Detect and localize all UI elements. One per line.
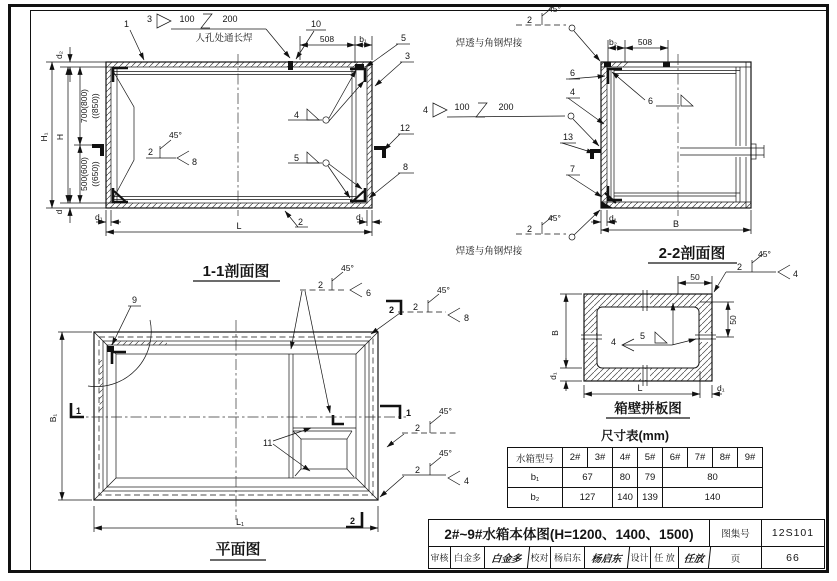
table-cell: 140 xyxy=(663,488,763,508)
page-number: 66 xyxy=(786,551,800,564)
s22-title: 2-2剖面图 xyxy=(658,245,726,262)
panel-title: 箱壁拼板图 xyxy=(614,401,682,416)
s22-weld-note-top: 焊透与角钢焊接 xyxy=(455,38,523,49)
s22-weld-45t: 45° xyxy=(548,4,561,14)
plan-label-9: 9 xyxy=(132,295,138,305)
atlas-no-label: 图集号 xyxy=(710,520,762,546)
plan-weld6-45: 45° xyxy=(341,263,354,273)
s22-dim-b2: b₂ xyxy=(608,37,618,47)
reviewer-signature: 白金多 xyxy=(484,547,530,568)
row-label: b₂ xyxy=(508,488,563,508)
s11-title: 1-1剖面图 xyxy=(202,263,270,280)
table-cell: 80 xyxy=(663,468,763,488)
s11-dim-d2: d₂ xyxy=(54,50,64,60)
s22-dim-d1: d₁ xyxy=(609,213,617,223)
s11-weld-100: 100 xyxy=(179,14,195,24)
s22-weld-2t: 2 xyxy=(527,15,533,25)
s11-weld-200: 200 xyxy=(222,14,238,24)
page-label: 页 xyxy=(710,547,762,568)
plan-dim-B1: B₁ xyxy=(48,413,58,423)
s22-dim-508: 508 xyxy=(637,37,653,47)
checker-signature: 杨启东 xyxy=(584,547,630,568)
size-table xyxy=(505,426,765,508)
s11-weld-4: 4 xyxy=(294,110,300,120)
plan-dim-L1: L₁ xyxy=(235,517,245,527)
panel-dim-d1-right: d₁ xyxy=(717,383,725,393)
s11-weld-8i: 8 xyxy=(192,157,198,167)
table-cell: 140 xyxy=(613,488,638,508)
title-block xyxy=(428,519,825,569)
s22-label-4: 4 xyxy=(570,87,576,97)
size-table-header-cell: 6# xyxy=(663,448,688,468)
size-table-header-cell: 3# xyxy=(588,448,613,468)
panel-dim-50-right: 50 xyxy=(728,315,738,325)
panel-weld-4: 4 xyxy=(611,337,617,347)
atlas-no-value: 12S101 xyxy=(771,527,815,539)
table-cell: 79 xyxy=(638,468,663,488)
s11-label-10: 10 xyxy=(311,19,322,29)
panel-weld-5: 5 xyxy=(640,331,646,341)
size-table-header-cell: 4# xyxy=(613,448,638,468)
designer-name: 任 放 xyxy=(651,547,679,568)
s11-dim-d1-left: d₁ xyxy=(95,212,103,222)
s11-label-5: 5 xyxy=(401,33,407,43)
size-table-title: 尺寸表(mm) xyxy=(600,429,670,443)
plan-view xyxy=(48,263,469,560)
s11-label-8: 8 xyxy=(403,162,409,172)
designer-label: 设计 xyxy=(629,547,651,568)
s22-label-13: 13 xyxy=(563,132,574,142)
drawing-title: 2#~9#水箱本体图(H=1200、1400、1500) xyxy=(429,520,710,546)
plan-weld8-8: 8 xyxy=(464,313,470,323)
s11-dim-850: ((850)) xyxy=(90,93,100,119)
size-table-row-b1 xyxy=(508,468,763,488)
plan-label-11: 11 xyxy=(263,438,273,448)
s11-weld-45: 45° xyxy=(169,130,182,140)
section-1-1-view xyxy=(39,14,414,281)
s11-dim-700: 700(800) xyxy=(79,88,89,124)
plan-weld4-2: 2 xyxy=(415,465,421,475)
size-table-col0-header: 水箱型号 xyxy=(508,448,563,468)
s22-label-7: 7 xyxy=(570,164,576,174)
s11-dim-d: d xyxy=(54,209,64,215)
size-table-header-cell: 7# xyxy=(688,448,713,468)
plan-weld8-45: 45° xyxy=(437,285,450,295)
s11-dim-H1: H₁ xyxy=(39,132,49,142)
designer-signature: 任放 xyxy=(678,547,711,568)
title-block-row1 xyxy=(429,520,824,547)
size-table-grid xyxy=(507,447,763,508)
section-2-2-view xyxy=(423,4,764,263)
table-cell: 67 xyxy=(563,468,613,488)
plan-weld6-2: 2 xyxy=(318,280,324,290)
panel-dim-L: L xyxy=(637,383,643,393)
plan-weld4-45: 45° xyxy=(439,448,452,458)
s22-weld-2b: 2 xyxy=(527,224,533,234)
panel-dim-d1-left: d₁ xyxy=(548,372,558,380)
s11-manhole-note: 人孔处通长焊 xyxy=(195,33,253,44)
plan-marker-2-bottom: 2 xyxy=(350,516,356,526)
s22-weld-100: 100 xyxy=(454,102,470,112)
s11-label-2b: 2 xyxy=(298,217,304,227)
s11-weld-2: 2 xyxy=(148,147,154,157)
s11-dim-d1-right: d₁ xyxy=(356,212,364,222)
s11-label-1: 1 xyxy=(124,19,130,29)
plan-weld6-6: 6 xyxy=(366,288,372,298)
s11-dim-b1: b₁ xyxy=(359,34,367,44)
s11-dim-L: L xyxy=(236,221,242,231)
s11-weld-num: 3 xyxy=(147,14,153,24)
plan-marker-1-right: 1 xyxy=(406,408,412,418)
size-table-row-b2 xyxy=(508,488,763,508)
panel-weld-num4: 4 xyxy=(793,269,799,279)
s11-dim-H: H xyxy=(55,133,65,141)
s11-label-3: 3 xyxy=(405,51,411,61)
s11-weld-5: 5 xyxy=(294,153,300,163)
size-table-header-row xyxy=(508,448,763,468)
panel-weld-2: 2 xyxy=(737,262,743,272)
size-table-header-cell: 5# xyxy=(638,448,663,468)
plan-weld8-2: 2 xyxy=(413,302,419,312)
size-table-header-cell: 2# xyxy=(563,448,588,468)
table-cell: 127 xyxy=(563,488,613,508)
table-cell: 139 xyxy=(638,488,663,508)
size-table-header-cell: 8# xyxy=(713,448,738,468)
title-block-row2 xyxy=(429,547,824,568)
panel-dim-50-top: 50 xyxy=(690,272,700,282)
reviewer-name: 白金多 xyxy=(451,547,485,568)
s22-weld-45b: 45° xyxy=(548,213,561,223)
s11-dim-650: ((650)) xyxy=(90,161,100,187)
panel-weld-45: 45° xyxy=(758,249,771,259)
s11-label-12: 12 xyxy=(400,123,411,133)
size-table-header-cell: 9# xyxy=(738,448,763,468)
panel-view xyxy=(548,249,798,418)
s11-dim-508: 508 xyxy=(319,34,335,44)
checker-name: 杨启东 xyxy=(551,547,585,568)
s22-weld-200: 200 xyxy=(498,102,514,112)
plan-marker-1-left: 1 xyxy=(76,406,82,416)
table-cell: 80 xyxy=(613,468,638,488)
s22-label-6: 6 xyxy=(570,68,576,78)
s22-weld-6i: 6 xyxy=(648,96,654,106)
s22-dim-B: B xyxy=(672,219,680,229)
plan-weld4-4: 4 xyxy=(464,476,470,486)
reviewer-label: 审核 xyxy=(429,547,451,568)
plan-marker-2-top: 2 xyxy=(389,305,395,315)
s22-weld-note-bottom: 焊透与角钢焊接 xyxy=(455,246,523,257)
s22-weld-num4: 4 xyxy=(423,105,429,115)
plan-title: 平面图 xyxy=(215,541,261,558)
s11-dim-500: 500(600) xyxy=(79,156,89,192)
panel-dim-B: B xyxy=(550,330,560,336)
row-label: b₁ xyxy=(508,468,563,488)
checker-label: 校对 xyxy=(529,547,551,568)
plan-weldm-45: 45° xyxy=(439,406,452,416)
plan-weldm-2: 2 xyxy=(415,423,421,433)
